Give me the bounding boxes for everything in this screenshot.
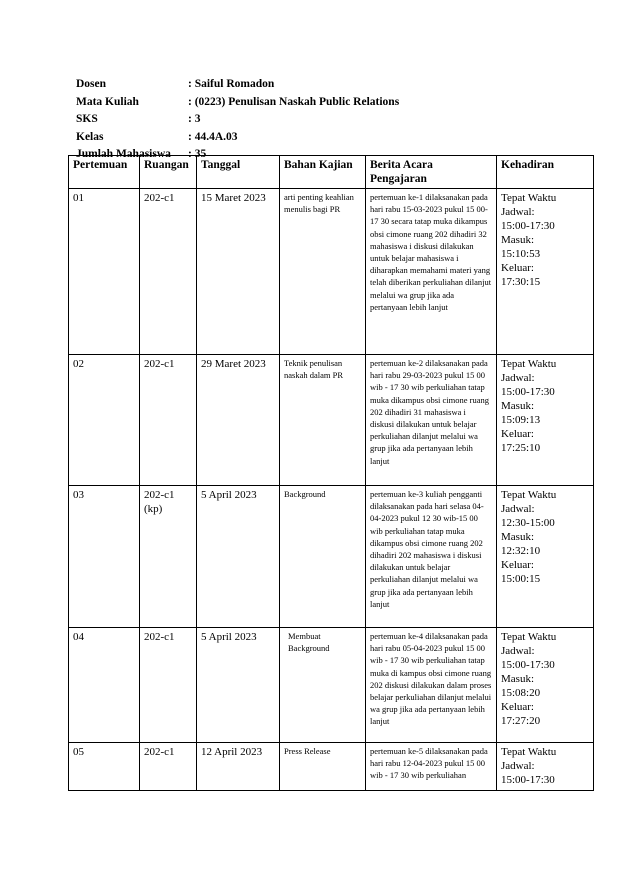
cell-kehadiran (497, 628, 594, 743)
kehadiran-keluar: 17:27:20 (501, 715, 541, 727)
sks-label: SKS (76, 113, 98, 125)
cell-kehadiran (497, 355, 594, 486)
kehadiran-jadwal: 12:30-15:00 (501, 517, 555, 529)
cell-bahan-kajian: arti penting keahlian menulis bagi PR (280, 189, 366, 355)
col-header-bahan-kajian: Bahan Kajian (280, 156, 366, 189)
cell-berita-acara: pertemuan ke-1 dilaksanakan pada hari rabu 15-03-2023 pukul 15 00-17 30 secara tatap muka dikampus obsi cimone ruang 202 dihadiri 32 mahasiswa i diskusi dilakukan untuk belajar mahasiswa i diharapkan memahami materi yang telah diberikan perkuliahan dilanjut melalui wa grup jika ada pertanyaan lebih lanjut (366, 189, 497, 355)
cell-tanggal: 15 Maret 2023 (197, 189, 280, 355)
cell-ruangan: 202-c1 (140, 743, 197, 791)
attendance-table (68, 155, 594, 791)
kehadiran-jadwal-label: Jadwal: (501, 760, 535, 772)
kehadiran-masuk: 15:08:20 (501, 687, 541, 699)
kehadiran-keluar: 15:00:15 (501, 573, 541, 585)
kehadiran-jadwal: 15:00-17:30 (501, 659, 555, 671)
cell-kehadiran (497, 486, 594, 628)
cell-tanggal: 29 Maret 2023 (197, 355, 280, 486)
table-row (69, 355, 594, 486)
kehadiran-jadwal: 15:00-17:30 (501, 220, 555, 232)
kehadiran-jadwal: 15:00-17:30 (501, 774, 555, 786)
mata-kuliah-label: Mata Kuliah (76, 95, 139, 108)
cell-tanggal: 5 April 2023 (197, 628, 280, 743)
cell-pertemuan: 02 (69, 355, 140, 486)
header-kelas (76, 129, 399, 147)
kehadiran-masuk-label: Masuk: (501, 400, 534, 412)
cell-ruangan: 202-c1 (kp) (140, 486, 197, 628)
cell-berita-acara: pertemuan ke-5 dilaksanakan pada hari rabu 12-04-2023 pukul 15 00 wib - 17 30 wib perkuliahan (366, 743, 497, 791)
kehadiran-status: Tepat Waktu (501, 746, 557, 758)
table-row (69, 628, 594, 743)
header-dosen (76, 76, 399, 94)
kehadiran-masuk: 15:10:53 (501, 248, 541, 260)
kehadiran-keluar-label: Keluar: (501, 428, 534, 440)
jumlah-mahasiswa-value: : 35 (188, 148, 207, 160)
kehadiran-jadwal-label: Jadwal: (501, 206, 535, 218)
cell-ruangan: 202-c1 (140, 355, 197, 486)
cell-bahan-kajian: Membuat Background (280, 628, 366, 743)
kehadiran-status: Tepat Waktu (501, 489, 557, 501)
cell-berita-acara: pertemuan ke-3 kuliah pengganti dilaksanakan pada hari selasa 04-04-2023 pukul 12 30 wib-15 00 wib perkuliahan tatap muka dikampus obsi cimone ruang 202 dihadiri 202 mahasiswa i diskusi dilakukan untuk belajar perkuliahan dilanjut melalui wa grup jika ada pertanyaan lebih lanjut (366, 486, 497, 628)
col-header-kehadiran: Kehadiran (497, 156, 594, 189)
table-row (69, 486, 594, 628)
table-header-row (69, 156, 594, 189)
kelas-label: Kelas (76, 130, 104, 143)
dosen-label: Dosen (76, 78, 107, 90)
course-header (76, 76, 399, 164)
kehadiran-jadwal: 15:00-17:30 (501, 386, 555, 398)
header-mata-kuliah (76, 94, 399, 112)
kehadiran-status: Tepat Waktu (501, 631, 557, 643)
kehadiran-keluar: 17:25:10 (501, 442, 541, 454)
col-header-berita-acara: Berita Acara Pengajaran (366, 156, 497, 189)
cell-tanggal: 12 April 2023 (197, 743, 280, 791)
cell-berita-acara: pertemuan ke-4 dilaksanakan pada hari rabu 05-04-2023 pukul 15 00 wib - 17 30 wib perkuliahan tatap muka di kampus obsi cimone ruang 202 diskusi dilakukan dalam proses belajar perkuliahan dilanjut melalui wa grup jika ada pertanyaan lebih lanjut (366, 628, 497, 743)
cell-kehadiran (497, 189, 594, 355)
kehadiran-jadwal-label: Jadwal: (501, 503, 535, 515)
kehadiran-jadwal-label: Jadwal: (501, 645, 535, 657)
kehadiran-keluar-label: Keluar: (501, 701, 534, 713)
table-row (69, 189, 594, 355)
cell-pertemuan: 05 (69, 743, 140, 791)
kehadiran-masuk: 15:09:13 (501, 414, 541, 426)
kelas-value: : 44.4A.03 (188, 130, 238, 143)
kehadiran-status: Tepat Waktu (501, 358, 557, 370)
kehadiran-jadwal-label: Jadwal: (501, 372, 535, 384)
cell-tanggal: 5 April 2023 (197, 486, 280, 628)
kehadiran-masuk-label: Masuk: (501, 234, 534, 246)
cell-pertemuan: 03 (69, 486, 140, 628)
header-sks (76, 111, 399, 129)
kehadiran-keluar: 17:30:15 (501, 276, 541, 288)
kehadiran-status: Tepat Waktu (501, 192, 557, 204)
cell-pertemuan: 01 (69, 189, 140, 355)
jumlah-mahasiswa-label: Jumlah Mahasiswa (76, 148, 171, 160)
cell-bahan-kajian: Background (280, 486, 366, 628)
col-header-ruangan: Ruangan (140, 156, 197, 189)
dosen-value: : Saiful Romadon (188, 78, 275, 90)
kehadiran-masuk-label: Masuk: (501, 673, 534, 685)
table-row (69, 743, 594, 791)
col-header-pertemuan: Pertemuan (69, 156, 140, 189)
kehadiran-keluar-label: Keluar: (501, 262, 534, 274)
cell-kehadiran (497, 743, 594, 791)
col-header-tanggal: Tanggal (197, 156, 280, 189)
cell-ruangan: 202-c1 (140, 628, 197, 743)
cell-bahan-kajian: Press Release (280, 743, 366, 791)
mata-kuliah-value: : (0223) Penulisan Naskah Public Relations (188, 95, 400, 108)
cell-ruangan: 202-c1 (140, 189, 197, 355)
cell-pertemuan: 04 (69, 628, 140, 743)
cell-berita-acara: pertemuan ke-2 dilaksanakan pada hari rabu 29-03-2023 pukul 15 00 wib - 17 30 wib perkuliahan tatap muka dikampus obsi cimone ruang 202 dihadiri 31 mahasiswa i diskusi dilakukan untuk belajar perkuliahan dilanjut melalui wa grup jika ada pertanyaan lebih lanjut (366, 355, 497, 486)
kehadiran-masuk-label: Masuk: (501, 531, 534, 543)
cell-bahan-kajian: Teknik penulisan naskah dalam PR (280, 355, 366, 486)
kehadiran-keluar-label: Keluar: (501, 559, 534, 571)
sks-value: : 3 (188, 113, 201, 125)
kehadiran-masuk: 12:32:10 (501, 545, 541, 557)
